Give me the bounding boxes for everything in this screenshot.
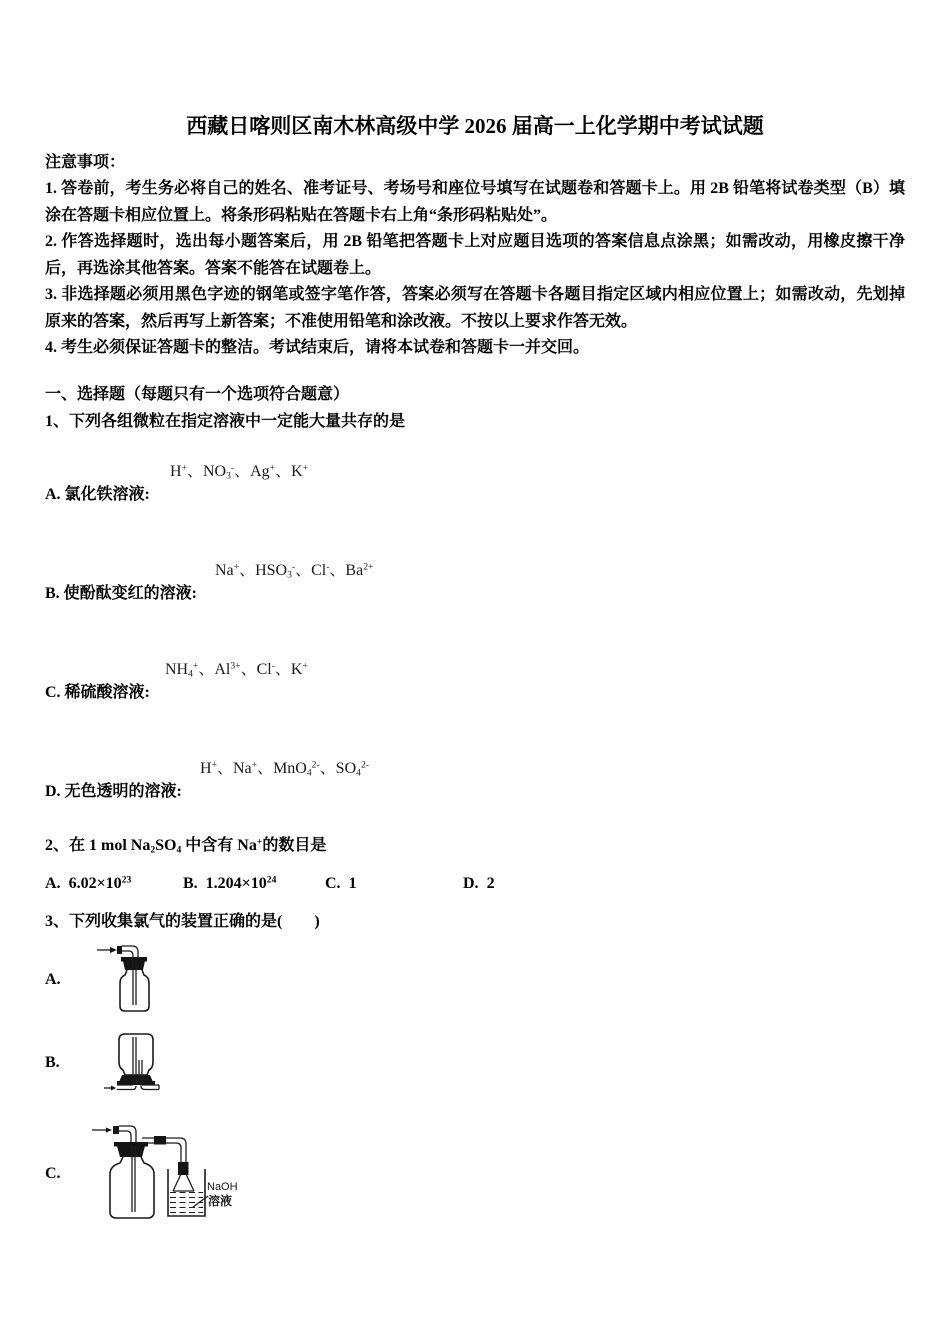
bottom-outlet-tube [141, 1086, 159, 1090]
apparatus-b-diagram-inverted-bottle [103, 1032, 173, 1094]
q1-option-c-label: C. 稀硫酸溶液: [45, 683, 150, 701]
q3-option-b [45, 1032, 905, 1094]
q2-option-b-label: B. [183, 874, 198, 892]
gas-inlet-arrow-icon [92, 1127, 112, 1132]
q2-option-b-value: $1.204\times 10^{24}$ [205, 874, 277, 892]
gas-inlet-arrow-icon [104, 1085, 116, 1090]
q1-option-c [45, 660, 905, 704]
q2-option-d-label: D. [463, 874, 479, 892]
tube-connector [154, 1136, 166, 1145]
q2-option-c-value: 1 [348, 874, 357, 892]
inverted-funnel [173, 1174, 194, 1191]
bottom-inlet-tube [117, 1086, 136, 1090]
naoh-label-line1: NaOH [207, 1180, 238, 1193]
bottle-stopper [121, 957, 147, 970]
q2-options-row [45, 872, 905, 896]
q1-option-a [45, 462, 905, 506]
q2-option-b [183, 872, 325, 896]
q2-option-d-value: 2 [486, 874, 495, 892]
apparatus-a-diagram-upright-bottle [95, 943, 165, 1018]
page-title: 西藏日喀则区南木林高级中学 2026 届高一上化学期中考试试题 [186, 114, 764, 138]
question-1-stem: 1、下列各组微粒在指定溶液中一定能大量共存的是 [45, 412, 406, 430]
q2-option-c [325, 872, 463, 896]
bottle-stopper [114, 1142, 148, 1157]
naoh-label-line2: 溶液 [208, 1193, 233, 1208]
q3-option-c [45, 1124, 905, 1224]
inlet-tube-outer [119, 1126, 136, 1144]
q1-option-b-ions: Na+、$HSO_3^-$、Cl-、$Ba^{2+}$ [215, 561, 374, 580]
q1-option-a-ions: H+、$NO_3^-$、Ag+、K+ [170, 462, 309, 481]
q2-option-a-value: $6.02\times 10^{23}$ [68, 874, 132, 892]
apparatus-c-diagram-bottle-naoh-beaker [90, 1124, 240, 1224]
question-2-stem: 2、在 1 mol $Na_2SO_4$ 中含有 Na+的数目是 [45, 836, 327, 855]
section-heading: 一、选择题（每题只有一个选项符合题意） [45, 385, 350, 403]
notice-heading: 注意事项： [45, 154, 126, 171]
notice-item-2: 2. 作答选择题时，选出每小题答案后，用 2B 铅笔把答题卡上对应题目选项的答案信息点涂黑；如需改动，用橡皮擦干净后，再选涂其他答案。答案不能答在试题卷上。 [45, 233, 905, 277]
notice-item-3: 3. 非选择题必须用黑色字迹的钢笔或签字笔作答，答案必须写在答题卡各题目指定区域内相应位置上；如需改动，先划掉原来的答案，然后再写上新答案；不准使用铅笔和涂改液。不按以上要求作答无效。 [45, 286, 905, 330]
gas-inlet-arrow-icon [97, 947, 117, 953]
q1-option-c-ions: $NH_4^+$、$Al^{3+}$、Cl-、K+ [165, 660, 308, 679]
q2-option-a [45, 872, 183, 896]
tube-connector [113, 1126, 119, 1134]
collection-bottle-outline [120, 970, 149, 1011]
q2-option-c-label: C. [325, 874, 341, 892]
q3-option-c-label: C. [45, 1164, 61, 1182]
q1-option-d-ions: H+、Na+、MnO$_4^{2-}$、$SO_4^{2-}$ [200, 759, 369, 778]
q2-option-a-label: A. [45, 874, 61, 892]
question-3-stem: 3、下列收集氯气的装置正确的是( ) [45, 912, 320, 930]
q3-option-a-label: A. [45, 971, 61, 988]
notice-item-4: 4. 考生必须保证答题卡的整洁。考试结束后，请将本试卷和答题卡一并交回。 [45, 339, 590, 356]
notice-item-1: 1. 答卷前，考生务必将自己的姓名、准考证号、考场号和座位号填写在试题卷和答题卡上。用 2B 铅笔将试卷类型（B）填涂在答题卡相应位置上。将条形码粘贴在答题卡右上角“条形码粘贴处”。 [45, 180, 905, 224]
outlet-tube-inner [142, 1143, 181, 1172]
tube-connector [117, 946, 122, 954]
q1-option-b [45, 561, 905, 605]
q1-option-a-label: A. 氯化铁溶液: [45, 485, 150, 503]
q3-option-b-label: B. [45, 1053, 60, 1071]
q3-option-a [45, 943, 905, 1018]
rubber-tube-section [178, 1162, 189, 1175]
q2-option-d [463, 872, 495, 896]
q1-option-d-label: D. 无色透明的溶液: [45, 782, 182, 800]
q1-option-b-label: B. 使酚酞变红的溶液: [45, 584, 198, 602]
q1-option-d [45, 759, 905, 803]
